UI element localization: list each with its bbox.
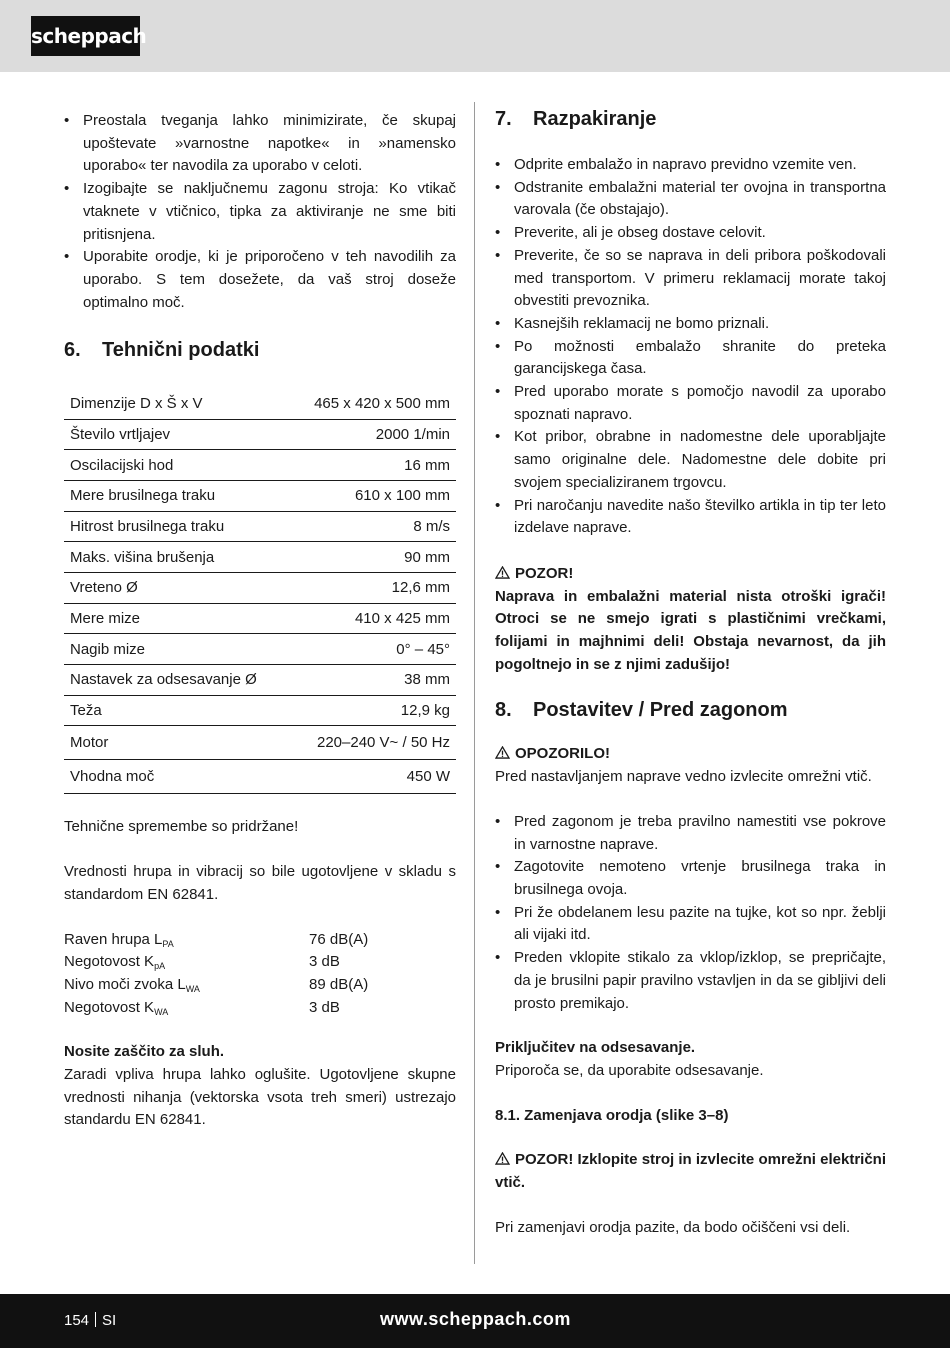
table-row xyxy=(64,450,456,481)
spec-value: 16 mm xyxy=(289,450,456,481)
website-link[interactable]: www.scheppach.com xyxy=(380,1309,571,1329)
final-note: Pri zamenjavi orodja pazite, da bodo očiščeni vsi deli. xyxy=(495,1218,851,1236)
hearing-protection-text: Zaradi vpliva hrupa lahko oglušite. Ugotovljene skupne vrednosti nihanja (vektorska vsota treh smeri) ustrezajo standardu EN 62841. xyxy=(64,1066,456,1129)
table-row xyxy=(64,542,456,573)
warning-text: POZOR! Izklopite stroj in izvlecite omrežni električni vtič. xyxy=(495,1151,886,1192)
list-item: • Po možnosti embalažo shranite do preteka garancijskega časa. xyxy=(495,336,886,381)
table-row xyxy=(64,419,456,450)
table-row xyxy=(64,634,456,665)
noise-intro: Vrednosti hrupa in vibracij so bile ugotovljene v skladu s standardom EN 62841. xyxy=(64,863,456,903)
column-divider xyxy=(474,102,475,1264)
left-column xyxy=(64,110,456,1132)
extraction-title: Priključitev na odsesavanje. xyxy=(495,1039,696,1057)
spec-label: Mere mize xyxy=(64,603,289,634)
unpacking-bullet-list xyxy=(495,154,886,540)
table-row xyxy=(64,603,456,634)
warning-heading: POZOR! xyxy=(495,563,886,586)
scheppach-logo: scheppach xyxy=(31,16,140,56)
noise-values xyxy=(64,929,456,1020)
section-heading-technical-data xyxy=(64,337,456,363)
noise-value: 89 dB(A) xyxy=(309,975,369,993)
list-item: • Kot pribor, obrabne in nadomestne dele uporabljajte samo originalne dele. Nadomestne dele dobite pri svojem specializiranem trgovcu. xyxy=(495,426,886,494)
spec-label: Motor xyxy=(64,726,289,760)
section-title: Postavitev / Pred zagonom xyxy=(533,699,788,722)
spec-value: 465 x 420 x 500 mm xyxy=(289,388,456,419)
spec-label: Maks. višina brušenja xyxy=(64,542,289,573)
list-item: • Pred zagonom je treba pravilno namestiti vse pokrove in varnostne naprave. xyxy=(495,811,886,856)
hearing-protection-title: Nosite zaščito za sluh. xyxy=(64,1043,225,1061)
spec-label: Mere brusilnega traku xyxy=(64,480,289,511)
section-title: Tehnični podatki xyxy=(102,339,260,362)
list-item: • Preden vklopite stikalo za vklop/izklop, se prepričajte, da je brusilni papir pravilno vstavljen in da se gibljivi deli prosto premikajo. xyxy=(495,947,886,1015)
tech-changes-note: Tehnične spremembe so pridržane! xyxy=(64,818,299,836)
spec-table xyxy=(64,388,456,794)
spec-value: 610 x 100 mm xyxy=(289,480,456,511)
warning-triangle-icon xyxy=(495,566,510,579)
separator xyxy=(95,1312,96,1327)
setup-bullet-list xyxy=(495,811,886,1015)
spec-value: 90 mm xyxy=(289,542,456,573)
warning-text: Naprava in embalažni material nista otroški igrači! Otroci se ne smejo igrati s plastičnimi vrečkami, folijami in majhnimi deli! Obstaja nevarnost, da jih pogoltnejo in se z njimi zadušijo! xyxy=(495,587,886,673)
spec-label: Nastavek za odsesavanje Ø xyxy=(64,665,289,696)
section-number: 7. xyxy=(495,108,512,130)
list-item: • Odprite embalažo in napravo previdno vzemite ven. xyxy=(495,154,886,177)
section-number: 8. xyxy=(495,699,512,722)
spec-label: Dimenzije D x Š x V xyxy=(64,388,289,419)
section-heading-unpacking xyxy=(495,106,886,132)
noise-value: 76 dB(A) xyxy=(309,930,369,948)
noise-value: 3 dB xyxy=(309,953,340,971)
list-item: • Kasnejših reklamacij ne bomo priznali. xyxy=(495,313,886,336)
list-item: • Odstranite embalažni material ter ovojna in transportna varovala (če obstajajo). xyxy=(495,177,886,222)
noise-label: Negotovost $K_{WA}$ xyxy=(64,998,169,1017)
spec-label: Teža xyxy=(64,695,289,726)
page-number: 154 SI xyxy=(64,1312,117,1329)
table-row xyxy=(64,388,456,419)
footer-bar xyxy=(0,1294,950,1348)
noise-label: Negotovost $K_{pA}$ xyxy=(64,953,166,972)
list-item: • Preostala tveganja lahko minimizirate, če skupaj upoštevate »varnostne napotke« in »namensko uporabo« ter navodila za uporabo v celoti. xyxy=(64,110,456,178)
table-row xyxy=(64,572,456,603)
spec-value: 8 m/s xyxy=(289,511,456,542)
table-row xyxy=(64,511,456,542)
list-item: • Izogibajte se naključnemu zagonu stroja: Ko vtikač vtaknete v vtičnico, tipka za aktiviranje ne sme biti pritisnjena. xyxy=(64,178,456,246)
spec-value: 410 x 425 mm xyxy=(289,603,456,634)
section-number: 6. xyxy=(64,339,81,362)
spec-label: Vreteno Ø xyxy=(64,572,289,603)
table-row xyxy=(64,480,456,511)
noise-label: Nivo moči zvoka $L_{WA}$ xyxy=(64,975,200,994)
list-item: • Zagotovite nemoteno vrtenje brusilnega traka in brusilnega ovoja. xyxy=(495,856,886,901)
spec-value: 38 mm xyxy=(289,665,456,696)
section-title: Razpakiranje xyxy=(533,108,657,130)
table-row xyxy=(64,726,456,760)
subsection-heading: 8.1. Zamenjava orodja (slike 3–8) xyxy=(495,1106,729,1124)
section-heading-setup xyxy=(495,697,886,723)
spec-label: Hitrost brusilnega traku xyxy=(64,511,289,542)
noise-value: 3 dB xyxy=(309,998,340,1016)
header-bar xyxy=(0,0,950,72)
list-item: • Pri že obdelanem lesu pazite na tujke, kot so npr. žeblji ali vijaki itd. xyxy=(495,902,886,947)
intro-bullet-list xyxy=(64,110,456,314)
list-item: • Uporabite orodje, ki je priporočeno v teh navodilih za uporabo. S tem dosežete, da vaš stroj doseže optimalno moč. xyxy=(64,246,456,314)
spec-label: Vhodna moč xyxy=(64,760,289,794)
warning-triangle-icon xyxy=(495,746,510,759)
spec-label: Nagib mize xyxy=(64,634,289,665)
spec-value: 2000 1/min xyxy=(289,419,456,450)
spec-value: 12,6 mm xyxy=(289,572,456,603)
spec-value: 450 W xyxy=(289,760,456,794)
table-row xyxy=(64,760,456,794)
right-column xyxy=(495,106,886,1239)
spec-label: Število vrtljajev xyxy=(64,419,289,450)
table-row xyxy=(64,695,456,726)
spec-value: 12,9 kg xyxy=(289,695,456,726)
extraction-text: Priporoča se, da uporabite odsesavanje. xyxy=(495,1061,764,1079)
spec-value: 220–240 V~ / 50 Hz xyxy=(289,726,456,760)
warning-triangle-icon xyxy=(495,1152,510,1165)
spec-label: Oscilacijski hod xyxy=(64,450,289,481)
warning-text: Pred nastavljanjem naprave vedno izvlecite omrežni vtič. xyxy=(495,768,872,786)
list-item: • Preverite, ali je obseg dostave celovit. xyxy=(495,222,886,245)
spec-value: 0° – 45° xyxy=(289,634,456,665)
list-item: • Pred uporabo morate s pomočjo navodil za uporabo spoznati napravo. xyxy=(495,381,886,426)
list-item: • Preverite, če so se naprava in deli pribora poškodovali med transportom. V primeru reklamacij morate takoj obvestiti prevoznika. xyxy=(495,245,886,313)
warning-heading: OPOZORILO! xyxy=(495,743,886,766)
list-item: • Pri naročanju navedite našo številko artikla in tip ter leto izdelave naprave. xyxy=(495,495,886,540)
noise-label: Raven hrupa $L_{PA}$ xyxy=(64,930,174,949)
table-row xyxy=(64,665,456,696)
